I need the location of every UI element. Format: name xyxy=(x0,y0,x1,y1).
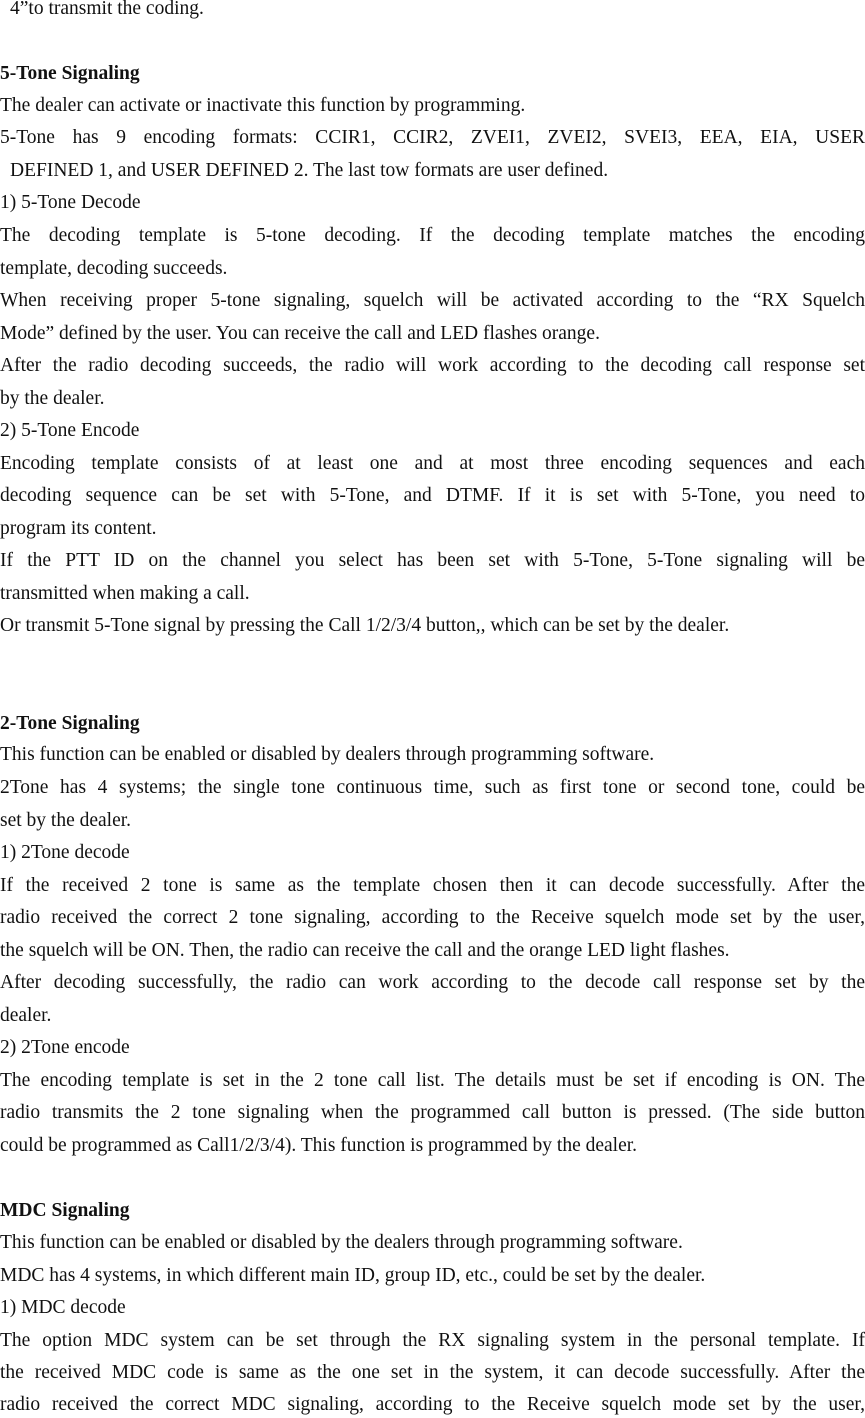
body-text-line: 5-Tone has 9 encoding formats: CCIR1, CCIR2, ZVEI1, ZVEI2, SVEI3, EEA, EIA, USER xyxy=(0,127,865,148)
body-text-line: radio transmits the 2 tone signaling when the programmed call button is pressed. (The side button xyxy=(0,1102,865,1123)
body-text-line: The option MDC system can be set through the RX signaling system in the personal template. If xyxy=(0,1330,865,1351)
subheading-2tone-decode: 1) 2Tone decode xyxy=(0,842,130,863)
body-text-line: radio received the correct MDC signaling, according to the Receive squelch mode set by the user, xyxy=(0,1394,865,1415)
body-text-line: This function can be enabled or disabled by dealers through programming software. xyxy=(0,744,655,765)
body-text-line: decoding sequence can be set with 5-Tone, and DTMF. If it is set with 5-Tone, you need to xyxy=(0,485,865,506)
subheading-5tone-encode: 2) 5-Tone Encode xyxy=(0,420,140,441)
body-text-line: The dealer can activate or inactivate this function by programming. xyxy=(0,95,526,116)
body-text-line: dealer. xyxy=(0,1005,52,1026)
section-heading-5tone: 5-Tone Signaling xyxy=(0,63,140,84)
body-text-line: the received MDC code is same as the one set in the system, it can decode successfully. After the xyxy=(0,1362,865,1383)
body-text-line: DEFINED 1, and USER DEFINED 2. The last tow formats are user defined. xyxy=(10,160,609,181)
section-heading-2tone: 2-Tone Signaling xyxy=(0,713,140,734)
body-text-line: This function can be enabled or disabled by the dealers through programming software. xyxy=(0,1232,683,1253)
body-text-line: If the PTT ID on the channel you select has been set with 5-Tone, 5-Tone signaling will be xyxy=(0,550,865,571)
section-heading-mdc: MDC Signaling xyxy=(0,1200,130,1221)
body-text-line: set by the dealer. xyxy=(0,810,132,831)
body-text-line: the squelch will be ON. Then, the radio can receive the call and the orange LED light flashes. xyxy=(0,940,730,961)
body-text-line: If the received 2 tone is same as the template chosen then it can decode successfully. After the xyxy=(0,875,865,896)
body-text-line: program its content. xyxy=(0,518,157,539)
body-text-line: transmitted when making a call. xyxy=(0,583,250,604)
body-text-line: The encoding template is set in the 2 tone call list. The details must be set if encoding is ON. The xyxy=(0,1070,865,1091)
body-text-line: Encoding template consists of at least one and at most three encoding sequences and each xyxy=(0,453,865,474)
body-text-line: radio received the correct 2 tone signaling, according to the Receive squelch mode set by the user, xyxy=(0,907,865,928)
body-text-line: After decoding successfully, the radio can work according to the decode call response set by the xyxy=(0,972,865,993)
body-text-line: Mode” defined by the user. You can receive the call and LED flashes orange. xyxy=(0,323,600,344)
body-text-line: could be programmed as Call1/2/3/4). This function is programmed by the dealer. xyxy=(0,1135,638,1156)
body-text-line: MDC has 4 systems, in which different main ID, group ID, etc., could be set by the dealer. xyxy=(0,1265,706,1286)
subheading-2tone-encode: 2) 2Tone encode xyxy=(0,1037,130,1058)
body-text-line: When receiving proper 5-tone signaling, squelch will be activated according to the “RX Squelch xyxy=(0,290,865,311)
body-text-line: by the dealer. xyxy=(0,388,105,409)
body-text-line: Or transmit 5-Tone signal by pressing the Call 1/2/3/4 button,, which can be set by the dealer. xyxy=(0,615,730,636)
body-text-line: The decoding template is 5-tone decoding. If the decoding template matches the encoding xyxy=(0,225,865,246)
body-text-line: After the radio decoding succeeds, the radio will work according to the decoding call response set xyxy=(0,355,865,376)
subheading-5tone-decode: 1) 5-Tone Decode xyxy=(0,192,141,213)
body-text-line: 4”to transmit the coding. xyxy=(10,0,204,19)
body-text-line: 2Tone has 4 systems; the single tone continuous time, such as first tone or second tone, could be xyxy=(0,777,865,798)
subheading-mdc-decode: 1) MDC decode xyxy=(0,1297,126,1318)
body-text-line: template, decoding succeeds. xyxy=(0,258,228,279)
